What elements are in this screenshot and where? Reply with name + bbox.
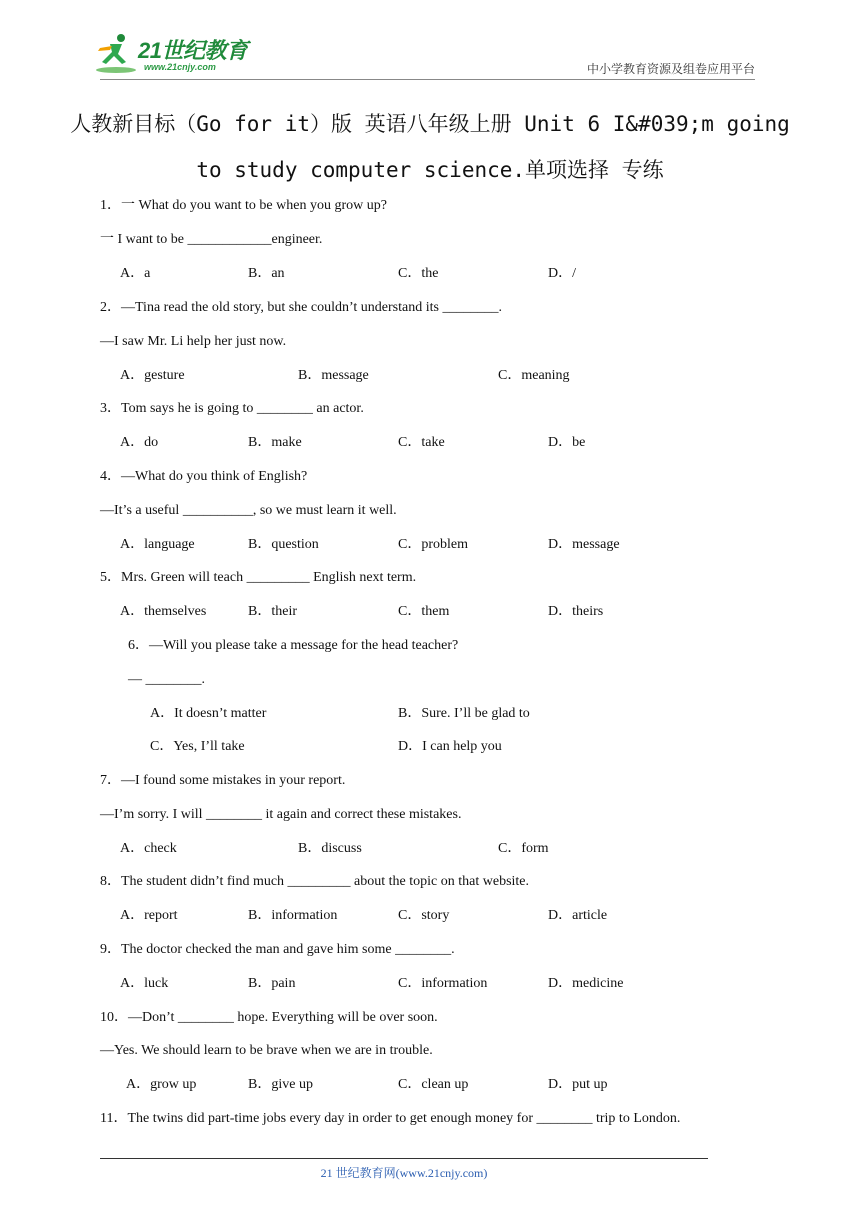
question-stem: —Yes. We should learn to be brave when we are in trouble. <box>100 1043 433 1058</box>
option: B．give up <box>248 1077 313 1092</box>
option: C．Yes, I’ll take <box>150 739 245 754</box>
question-stem: —I saw Mr. Li help her just now. <box>100 334 287 349</box>
question-stem: — ________. <box>128 672 205 687</box>
option: D．message <box>548 537 620 552</box>
option: D．medicine <box>548 976 624 991</box>
question-stem: —It’s a useful __________, so we must learn it well. <box>100 503 397 518</box>
option: A．themselves <box>120 604 207 619</box>
option: C．take <box>398 435 445 450</box>
site-logo <box>94 30 264 80</box>
option: C．problem <box>398 537 468 552</box>
option: D．theirs <box>548 604 604 619</box>
option: B．Sure. I’ll be glad to <box>398 706 530 721</box>
option: C．meaning <box>498 368 570 383</box>
option: C．story <box>398 908 450 923</box>
option: C．form <box>498 841 549 856</box>
option: A．do <box>120 435 159 450</box>
footer-divider <box>100 1158 708 1159</box>
option: C．the <box>398 266 439 281</box>
option: B．their <box>248 604 297 619</box>
logo-url: www.21cnjy.com <box>144 62 216 72</box>
option: C．information <box>398 976 488 991</box>
question-stem: 3．Tom says he is going to ________ an actor. <box>100 401 364 416</box>
option: B．message <box>298 368 369 383</box>
document-title-line2: to study computer science.单项选择 专练 <box>196 158 664 182</box>
question-stem: 6．—Will you please take a message for the head teacher? <box>128 638 459 653</box>
question-stem: 2．—Tina read the old story, but she couldn’t understand its ________. <box>100 300 502 315</box>
platform-name: 中小学教育资源及组卷应用平台 <box>586 62 755 76</box>
question-stem: 7．—I found some mistakes in your report. <box>100 773 346 788</box>
option: D．article <box>548 908 608 923</box>
option: A．a <box>120 266 151 281</box>
question-stem: 10．—Don’t ________ hope. Everything will be over soon. <box>100 1010 438 1025</box>
option: B．pain <box>248 976 296 991</box>
header-divider <box>100 79 755 80</box>
runner-logo-icon <box>94 30 138 74</box>
option: A．luck <box>120 976 169 991</box>
option: D．/ <box>548 266 576 281</box>
option: B．an <box>248 266 285 281</box>
option: D．I can help you <box>398 739 502 754</box>
option: C．them <box>398 604 450 619</box>
question-stem: 一 I want to be ____________engineer. <box>100 232 323 247</box>
option: A．gesture <box>120 368 185 383</box>
option: A．language <box>120 537 195 552</box>
option: A．It doesn’t matter <box>150 706 267 721</box>
question-stem: —I’m sorry. I will ________ it again and correct these mistakes. <box>100 807 462 822</box>
question-stem: 11．The twins did part-time jobs every day in order to get enough money for ________ trip to London. <box>100 1111 681 1126</box>
question-stem: 4．—What do you think of English? <box>100 469 308 484</box>
option: A．grow up <box>126 1077 197 1092</box>
footer-text: 21 世纪教育网(www.21cnjy.com) <box>320 1166 488 1180</box>
question-stem: 8．The student didn’t find much _________ about the topic on that website. <box>100 874 530 889</box>
question-stem: 1．一 What do you want to be when you grow up? <box>100 198 387 213</box>
option: D．be <box>548 435 586 450</box>
page-header <box>0 0 860 90</box>
option: B．information <box>248 908 338 923</box>
option: A．report <box>120 908 178 923</box>
question-stem: 5．Mrs. Green will teach _________ English next term. <box>100 570 417 585</box>
option: B．discuss <box>298 841 362 856</box>
document-title-line1: 人教新目标（Go for it）版 英语八年级上册 Unit 6 I&#039;m going <box>70 112 790 136</box>
option: B．make <box>248 435 302 450</box>
option: C．clean up <box>398 1077 469 1092</box>
option: A．check <box>120 841 177 856</box>
logo-text: 21世纪教育 <box>138 38 248 63</box>
question-stem: 9．The doctor checked the man and gave him some ________. <box>100 942 455 957</box>
option: D．put up <box>548 1077 608 1092</box>
option: B．question <box>248 537 319 552</box>
